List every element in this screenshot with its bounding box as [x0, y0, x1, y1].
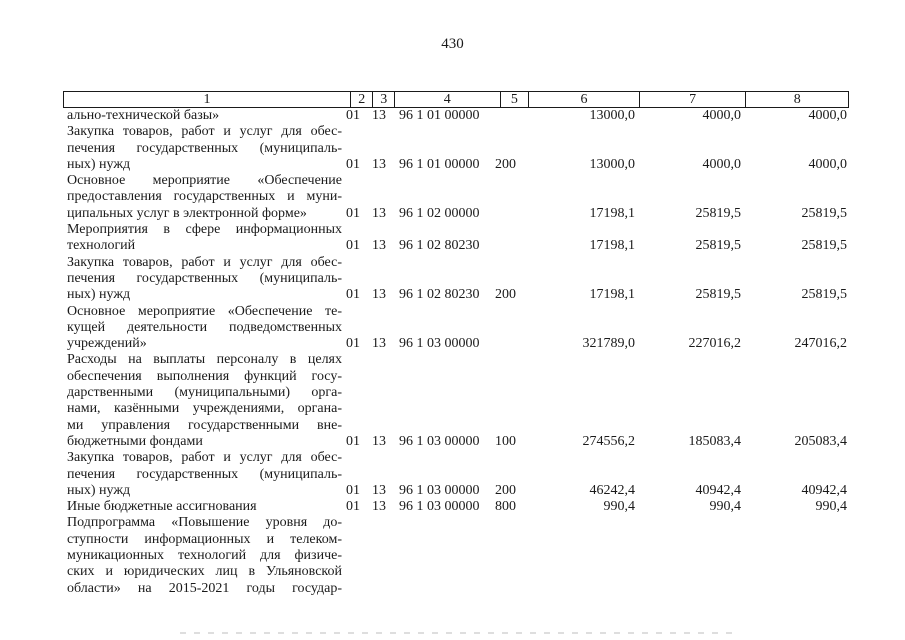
- amount-col-7: 227016,2: [688, 336, 741, 352]
- table-row: [0, 499, 905, 515]
- table-row: [0, 108, 905, 124]
- table-row: [0, 450, 905, 499]
- row-description-line: предоставления государственных и муни-: [67, 189, 342, 205]
- row-description-line: ципальных услуг в электронной форме»: [67, 205, 307, 221]
- row-description-line: Основное мероприятие «Обеспечение те-: [67, 303, 342, 319]
- column-header-4: 4: [394, 92, 500, 108]
- subsection-code: 13: [372, 499, 386, 515]
- expense-type-code: 200: [495, 156, 516, 172]
- expense-type-code: [495, 336, 525, 352]
- row-description-line: бюджетными фондами: [67, 433, 203, 449]
- table-row: [0, 222, 905, 255]
- section-code: 01: [346, 336, 360, 352]
- row-description-line: муникационных технологий для физиче-: [67, 548, 342, 564]
- amount-col-7: 25819,5: [695, 238, 741, 254]
- row-description: [67, 124, 342, 173]
- table-row: [0, 352, 905, 450]
- section-code: [346, 581, 370, 597]
- amount-col-7: 990,4: [709, 499, 741, 515]
- target-article-code: 96 1 02 00000: [399, 205, 480, 221]
- row-description-line: нами, казёнными учреждениями, органа-: [67, 401, 342, 417]
- amount-col-7: 185083,4: [688, 433, 741, 449]
- row-description: [67, 108, 342, 124]
- row-description-line: Закупка товаров, работ и услуг для обес-: [67, 254, 342, 270]
- amount-col-6: 321789,0: [582, 336, 635, 352]
- amount-col-8: 25819,5: [801, 238, 847, 254]
- row-description-line: печения государственных (муниципаль-: [67, 270, 342, 286]
- section-code: 01: [346, 482, 360, 498]
- row-description-line: Иные бюджетные ассигнования: [67, 499, 257, 515]
- section-code: 01: [346, 433, 360, 449]
- table-row: [0, 173, 905, 222]
- amount-col-6: 13000,0: [589, 156, 635, 172]
- table-row: [0, 124, 905, 173]
- amount-col-6: 274556,2: [582, 433, 635, 449]
- row-description-line: ных) нужд: [67, 156, 131, 172]
- subsection-code: 13: [372, 287, 386, 303]
- expense-type-code: 100: [495, 433, 516, 449]
- row-description: [67, 255, 342, 304]
- column-header-table: [63, 91, 849, 108]
- row-description: [67, 304, 342, 353]
- row-description-line: кущей деятельности подведомственных: [67, 319, 342, 335]
- amount-col-7: 40942,4: [695, 482, 741, 498]
- row-description-line: ми управления государственными вне-: [67, 417, 342, 433]
- target-article-code: 96 1 03 00000: [399, 499, 480, 515]
- section-code: 01: [346, 287, 360, 303]
- subsection-code: 13: [372, 433, 386, 449]
- section-code: 01: [346, 238, 360, 254]
- subsection-code: 13: [372, 482, 386, 498]
- amount-col-8: 25819,5: [801, 205, 847, 221]
- amount-col-8: 990,4: [815, 499, 847, 515]
- row-description: [67, 222, 342, 255]
- amount-col-6: 13000,0: [589, 108, 635, 123]
- amount-col-6: 46242,4: [589, 482, 635, 498]
- row-description: [67, 173, 342, 222]
- budget-table-body: [0, 108, 905, 597]
- row-description-line: Мероприятия в сфере информационных: [67, 222, 342, 238]
- column-header-7: 7: [639, 92, 746, 108]
- column-header-1: 1: [64, 92, 351, 108]
- target-article-code: 96 1 01 00000: [399, 108, 480, 123]
- column-header-2: 2: [350, 92, 373, 108]
- amount-col-8: [743, 581, 847, 597]
- page-number: 430: [441, 36, 464, 52]
- column-header-6: 6: [529, 92, 640, 108]
- row-description-line: области» на 2015-2021 годы государ-: [67, 580, 342, 596]
- amount-col-8: 247016,2: [794, 336, 847, 352]
- section-code: 01: [346, 205, 360, 221]
- amount-col-7: [637, 581, 741, 597]
- subsection-code: 13: [372, 238, 386, 254]
- row-description-line: ступности информационных и телеком-: [67, 531, 342, 547]
- target-article-code: 96 1 03 00000: [399, 433, 480, 449]
- subsection-code: 13: [372, 108, 386, 123]
- amount-col-7: 4000,0: [702, 156, 741, 172]
- row-description-line: обеспечения выполнения функций госу-: [67, 368, 342, 384]
- target-article-code: [399, 581, 499, 597]
- row-description-line: печения государственных (муниципаль-: [67, 466, 342, 482]
- row-description: [67, 450, 342, 499]
- section-code: 01: [346, 499, 360, 515]
- amount-col-6: 17198,1: [589, 287, 635, 303]
- row-description-line: ских и юридических лиц в Ульяновской: [67, 564, 342, 580]
- expense-type-code: 200: [495, 482, 516, 498]
- subsection-code: [372, 581, 390, 597]
- amount-col-6: 17198,1: [589, 238, 635, 254]
- subsection-code: 13: [372, 205, 386, 221]
- section-code: 01: [346, 108, 360, 123]
- table-row: [0, 304, 905, 353]
- target-article-code: 96 1 03 00000: [399, 482, 480, 498]
- row-description: [67, 352, 342, 450]
- scan-artifact-line: [180, 632, 740, 634]
- row-description-line: ных) нужд: [67, 287, 131, 303]
- table-row: [0, 515, 905, 597]
- subsection-code: 13: [372, 336, 386, 352]
- target-article-code: 96 1 02 80230: [399, 287, 480, 303]
- expense-type-code: 200: [495, 287, 516, 303]
- row-description-line: учреждений»: [67, 336, 147, 352]
- amount-col-6: 17198,1: [589, 205, 635, 221]
- target-article-code: 96 1 01 00000: [399, 156, 480, 172]
- table-row: [0, 255, 905, 304]
- expense-type-code: [495, 206, 525, 222]
- amount-col-8: 25819,5: [801, 287, 847, 303]
- amount-col-8: 4000,0: [808, 108, 847, 123]
- amount-col-8: 40942,4: [801, 482, 847, 498]
- row-description-line: Закупка товаров, работ и услуг для обес-: [67, 124, 342, 140]
- section-code: 01: [346, 156, 360, 172]
- amount-col-8: 4000,0: [808, 156, 847, 172]
- row-description-line: Расходы на выплаты персоналу в целях: [67, 352, 342, 368]
- column-header-5: 5: [500, 92, 529, 108]
- row-description-line: технологий: [67, 238, 136, 254]
- amount-col-8: 205083,4: [794, 433, 847, 449]
- target-article-code: 96 1 03 00000: [399, 336, 480, 352]
- target-article-code: 96 1 02 80230: [399, 238, 480, 254]
- row-description-line: ных) нужд: [67, 482, 131, 498]
- row-description-line: Закупка товаров, работ и услуг для обес-: [67, 450, 342, 466]
- row-description: [67, 515, 342, 596]
- row-description-line: Основное мероприятие «Обеспечение: [67, 173, 342, 189]
- row-description-line: ально-технической базы»: [67, 108, 220, 123]
- amount-col-6: [527, 581, 635, 597]
- expense-type-code: [495, 581, 525, 597]
- column-header-row: [64, 92, 849, 108]
- row-description-line: дарственными (муниципальными) орга-: [67, 385, 342, 401]
- expense-type-code: [495, 108, 525, 124]
- row-description-line: печения государственных (муниципаль-: [67, 140, 342, 156]
- amount-col-7: 25819,5: [695, 205, 741, 221]
- amount-col-6: 990,4: [603, 499, 635, 515]
- row-description: [67, 499, 342, 515]
- expense-type-code: 800: [495, 499, 516, 515]
- amount-col-7: 25819,5: [695, 287, 741, 303]
- column-header-8: 8: [746, 92, 849, 108]
- expense-type-code: [495, 238, 525, 254]
- column-header-3: 3: [373, 92, 395, 108]
- amount-col-7: 4000,0: [702, 108, 741, 123]
- row-description-line: Подпрограмма «Повышение уровня до-: [67, 515, 342, 531]
- subsection-code: 13: [372, 156, 386, 172]
